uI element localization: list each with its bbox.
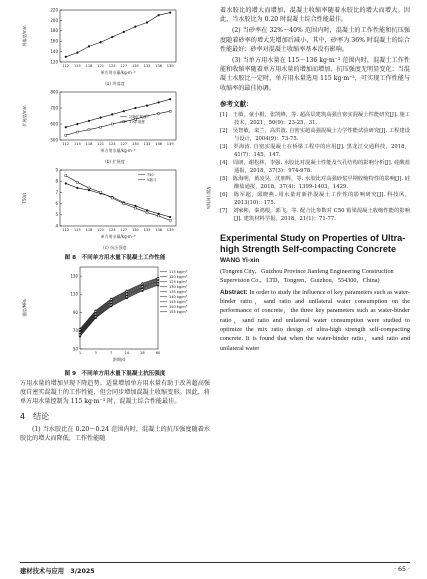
data-point xyxy=(65,56,67,58)
series-line xyxy=(66,13,170,57)
x-tick-label: 112 xyxy=(62,142,70,146)
y-tick-label: 8 xyxy=(55,178,58,184)
data-point xyxy=(88,45,90,47)
x-tick-label: 3 xyxy=(94,351,97,355)
legend-label: 初始扩展度 xyxy=(129,115,147,119)
x-axis-label: 单方用水量/kg·m⁻³ xyxy=(100,148,136,153)
y-tick-label: 110 xyxy=(70,291,78,297)
data-point xyxy=(169,12,171,14)
data-point xyxy=(65,126,67,128)
series-line xyxy=(66,183,170,217)
data-point xyxy=(65,134,67,136)
figure-8a-subcaption: (a) 坍落度 xyxy=(105,81,125,86)
abstract-label: Abstract: xyxy=(220,288,248,296)
figure-8b-subcaption: (b) 扩展度 xyxy=(105,159,125,164)
reference-item: [2] 吴智敏，栾兰，高洪波. 自密实超高强混凝土力学性能试验研究[J]. 工程建设与设计，2004(9)：73-75. xyxy=(220,127,410,142)
data-point xyxy=(134,207,136,209)
data-point xyxy=(146,212,148,214)
legend-label: 150 kg/m³ xyxy=(169,305,188,309)
x-tick-label: 28 xyxy=(140,351,145,355)
figure-8b-chart xyxy=(20,88,210,154)
data-point xyxy=(88,120,90,122)
data-point xyxy=(158,215,160,217)
data-point xyxy=(123,203,125,205)
right-paragraph-1: 着水胶比的增大而增加，混凝土收缩率随着水胶比的增大而增大。因此，当水胶比为 0.20 时混凝土综合性能最佳。 xyxy=(220,7,410,24)
y-axis-label: 坍落度/mm xyxy=(22,25,27,47)
x-tick-label: 136 xyxy=(155,228,163,232)
english-title: Experimental Study on Properties of Ultra-high Strength Self-compacting Concrete xyxy=(220,232,406,254)
x-tick-label: 133 xyxy=(143,64,151,68)
x-tick-label: 118 xyxy=(85,142,93,146)
x-tick-label: 127 xyxy=(120,64,128,68)
data-point xyxy=(65,175,67,177)
legend-label: V漏斗 xyxy=(147,178,157,182)
x-axis-label: 龄期/d xyxy=(113,357,125,362)
x-tick-label: 130 xyxy=(131,64,139,68)
x-tick-label: 139 xyxy=(166,228,174,232)
legend-label: 1 h扩展度 xyxy=(129,120,146,124)
x-tick-label: 139 xyxy=(166,142,174,146)
y-tick-label: 70 xyxy=(72,328,78,334)
references-list xyxy=(220,111,410,223)
x-tick-label: 127 xyxy=(120,142,128,146)
data-point xyxy=(158,213,160,215)
figure-8a-chart xyxy=(20,6,210,76)
y-tick-label: 9 xyxy=(55,167,58,173)
data-point xyxy=(158,14,160,16)
x-tick-label: 124 xyxy=(108,142,116,146)
legend-label: 135 kg/m³ xyxy=(169,290,188,294)
legend-label: 120 kg/m³ xyxy=(169,275,188,279)
y-tick-label: 800 xyxy=(50,89,58,95)
y-tick-label: 160 xyxy=(50,38,58,44)
x-tick-label: 136 xyxy=(155,142,163,146)
y-tick-label: 180 xyxy=(50,28,58,34)
left-paragraph-1: 方用水量的增加呈现下降趋势。适量增加单方用水量有助于改善超高强度自密实混凝土的工作性能，但会同步增加混凝土收缩变形。因此，将单方用水量控制为 115 kg·m⁻³ 时，混凝土综合性能最佳。 xyxy=(20,380,210,406)
reference-item: [3] 罗海涛. 自密实混凝土在桥梁工程中的应用[J]. 黑龙江交通科技，2018，41(7)：145，147. xyxy=(220,143,410,158)
x-tick-label: 115 xyxy=(73,64,81,68)
data-point xyxy=(111,197,113,199)
x-tick-label: 133 xyxy=(143,142,151,146)
y-axis-label: T50/s xyxy=(22,192,27,204)
series-line xyxy=(66,176,170,221)
x-tick-label: 60 xyxy=(155,351,161,355)
y-tick-label: 90 xyxy=(72,309,78,315)
x-axis-label: 单方用水量/kg·m⁻³ xyxy=(100,234,136,239)
series-line xyxy=(80,285,158,336)
reference-item: [5] 陈海明，黄凌昊，沈朋辉，等. 水胶比对高强砂浆早期收缩特性的影响[J]. 硅酸盐通报，2018，37(4)：1399-1403，1429. xyxy=(220,175,410,190)
y-tick-label: 500 xyxy=(50,137,58,143)
data-point xyxy=(169,98,171,100)
y-tick-label: 200 xyxy=(50,17,58,23)
x-tick-label: 112 xyxy=(62,64,70,68)
reference-item: [6] 陈军超，邱晓燕. 用水量对新拌混凝土工作性的影响研究[J]. 科技风，2013(10)：175. xyxy=(220,191,410,206)
data-point xyxy=(123,31,125,33)
x-tick-label: 136 xyxy=(155,64,163,68)
series-line xyxy=(80,284,158,335)
data-point xyxy=(111,113,113,115)
series-line xyxy=(66,111,170,135)
y-axis-label: 强度/MPa xyxy=(22,299,27,317)
data-point xyxy=(158,101,160,103)
x-tick-label: 118 xyxy=(85,228,93,232)
section-heading-conclusion: 4 结论 xyxy=(20,411,50,421)
data-point xyxy=(134,26,136,28)
y-tick-label: 130 xyxy=(70,273,78,279)
data-point xyxy=(169,110,171,112)
right-paragraph-2: (2) 当砂率在 32%～40% 范围内时，混凝土的工作性能和抗压强度随着砂率的增大先增加后减小，其中，砂率为 36% 时混凝土的综合性能最好；砂率对混凝土收缩率基本没有影响。 xyxy=(220,27,410,53)
x-tick-label: 1 xyxy=(78,351,82,355)
figure-9-caption: 图 9 不同单方用水量下混凝土抗压强度 xyxy=(64,371,166,377)
footer-page-number: · 65 · xyxy=(393,566,410,573)
legend-label: 115 kg/m³ xyxy=(169,270,188,274)
y-tick-label: 7 xyxy=(55,189,58,195)
data-point xyxy=(169,216,171,218)
data-point xyxy=(111,123,113,125)
legend-label: 125 kg/m³ xyxy=(169,280,188,284)
figure-9-chart xyxy=(20,263,210,363)
reference-item: [4] 周朗，谢松林，李强. 水胶比对混凝土性能及气孔结构的影响分析[J]. 硅酸盐通报，2018，37(3)：974-978. xyxy=(220,159,410,174)
figure-8c-chart xyxy=(20,166,210,240)
data-point xyxy=(146,209,148,211)
figure-8c-subcaption: (c) 抗压强度 xyxy=(103,245,127,250)
x-tick-label: 121 xyxy=(97,228,105,232)
data-point xyxy=(146,21,148,23)
data-point xyxy=(76,131,78,133)
data-point xyxy=(88,129,90,131)
series-line xyxy=(80,283,158,334)
x-axis-label: 单方用水量/kg·m⁻³ xyxy=(100,70,136,75)
legend-label: 145 kg/m³ xyxy=(169,300,188,304)
y-tick-label: 5 xyxy=(55,212,58,218)
english-author: WANG Yi-xin xyxy=(220,256,260,264)
x-tick-label: 124 xyxy=(108,228,116,232)
y-tick-label: 6 xyxy=(55,201,58,206)
data-point xyxy=(65,182,67,184)
x-tick-label: 112 xyxy=(62,228,70,232)
x-tick-label: 130 xyxy=(131,142,139,146)
reference-item: [7] 刘家彬，秦鸿根，郭飞，等. 配合比参数对 C50 箱梁混凝土收缩性能的影响[J]. 建筑材料学报，2018，21(1)：71-77. xyxy=(220,207,410,222)
x-tick-label: 133 xyxy=(143,228,151,232)
legend-label: 130 kg/m³ xyxy=(169,285,188,289)
data-point xyxy=(76,52,78,54)
y-tick-label: 50 xyxy=(72,346,78,352)
x-tick-label: 127 xyxy=(120,228,128,232)
data-point xyxy=(76,187,78,189)
data-point xyxy=(158,113,160,115)
y-tick-label: 4 xyxy=(55,223,58,229)
left-column xyxy=(20,6,210,445)
series-line xyxy=(80,282,158,333)
x-tick-label: 7 xyxy=(110,351,113,355)
data-point xyxy=(169,219,171,221)
y-tick-label: 600 xyxy=(50,121,58,127)
x-tick-label: 115 xyxy=(73,228,81,232)
footer-rule xyxy=(20,562,410,563)
x-tick-label: 115 xyxy=(73,142,81,146)
x-tick-label: 121 xyxy=(97,142,105,146)
data-point xyxy=(123,110,125,112)
x-tick-label: 14 xyxy=(124,351,130,355)
data-point xyxy=(76,123,78,125)
english-abstract xyxy=(220,288,410,353)
data-point xyxy=(111,36,113,38)
abstract-text: In order to study the influence of key parameters such as water-binder ratio，sand ratio and unilateral water consumption on the performance of concrete，the three key parameters such as water-binder ratio，sand ratio and unilateral water consumption were studied to optimize the mix ratio design of ultra-high strength self-compacting concrete. It is found that when the water-binder ratio，sand ratio and unilateral water xyxy=(220,288,410,352)
y-tick-label: 120 xyxy=(50,59,58,65)
right-column xyxy=(220,6,410,353)
data-point xyxy=(134,107,136,109)
footer-journal: 建材技术与应用 3/2025 xyxy=(20,568,95,575)
plot-frame xyxy=(60,170,176,226)
plot-frame xyxy=(80,267,158,349)
left-paragraph-2: (1) 当水胶比在 0.20～0.24 范围内时，混凝土的抗压强度随着水胶比的增大而降低，工作性能随 xyxy=(20,425,210,442)
plot-frame xyxy=(60,10,176,62)
reference-item: [1] 王敏，童小根，张凯峰，等. 超高层建筑高强自密实混凝土性能研究[J]. 施工技术，2021，50(9)：23-25，31. xyxy=(220,111,410,126)
y2-axis-label: V漏斗时间/s xyxy=(206,186,211,210)
legend-label: 155 kg/m³ xyxy=(169,310,188,314)
data-point xyxy=(100,117,102,119)
data-point xyxy=(100,41,102,43)
legend-label: 140 kg/m³ xyxy=(169,295,188,299)
figure-8-caption: 图 8 不同单方用水量下混凝土工作性能 xyxy=(64,255,166,261)
legend-label: T50 xyxy=(147,173,154,177)
data-point xyxy=(100,191,102,193)
data-point xyxy=(100,126,102,128)
x-tick-label: 130 xyxy=(131,228,139,232)
y-tick-label: 220 xyxy=(50,7,58,13)
data-point xyxy=(88,187,90,189)
x-tick-label: 124 xyxy=(108,64,116,68)
right-paragraph-3: (3) 当单方用水量在 115～136 kg·m⁻³ 范围内时，混凝土工作性能和收缩率随着单方用水量的增加而增加，抗压强度无明显变化；当混凝土水胶比一定时，单方用水量选用 115 kg·m⁻³，可实现工作性能与收缩率的最佳协调。 xyxy=(220,57,410,92)
data-point xyxy=(146,105,148,107)
x-tick-label: 118 xyxy=(85,64,93,68)
x-tick-label: 139 xyxy=(166,64,174,68)
references-heading: 参考文献： xyxy=(220,99,253,108)
x-tick-label: 121 xyxy=(97,64,105,68)
data-point xyxy=(134,205,136,207)
y-tick-label: 140 xyxy=(50,49,58,54)
data-point xyxy=(76,181,78,183)
y-axis-label: 扩展度/mm xyxy=(22,105,27,127)
english-affiliation: (Tongren City，Guizhou Province Jianfeng Engineering Construction Supervision Co.，LTD，Tongren，Guizhou，554300，China) xyxy=(220,267,394,284)
data-point xyxy=(88,189,90,191)
y-tick-label: 700 xyxy=(50,105,58,111)
